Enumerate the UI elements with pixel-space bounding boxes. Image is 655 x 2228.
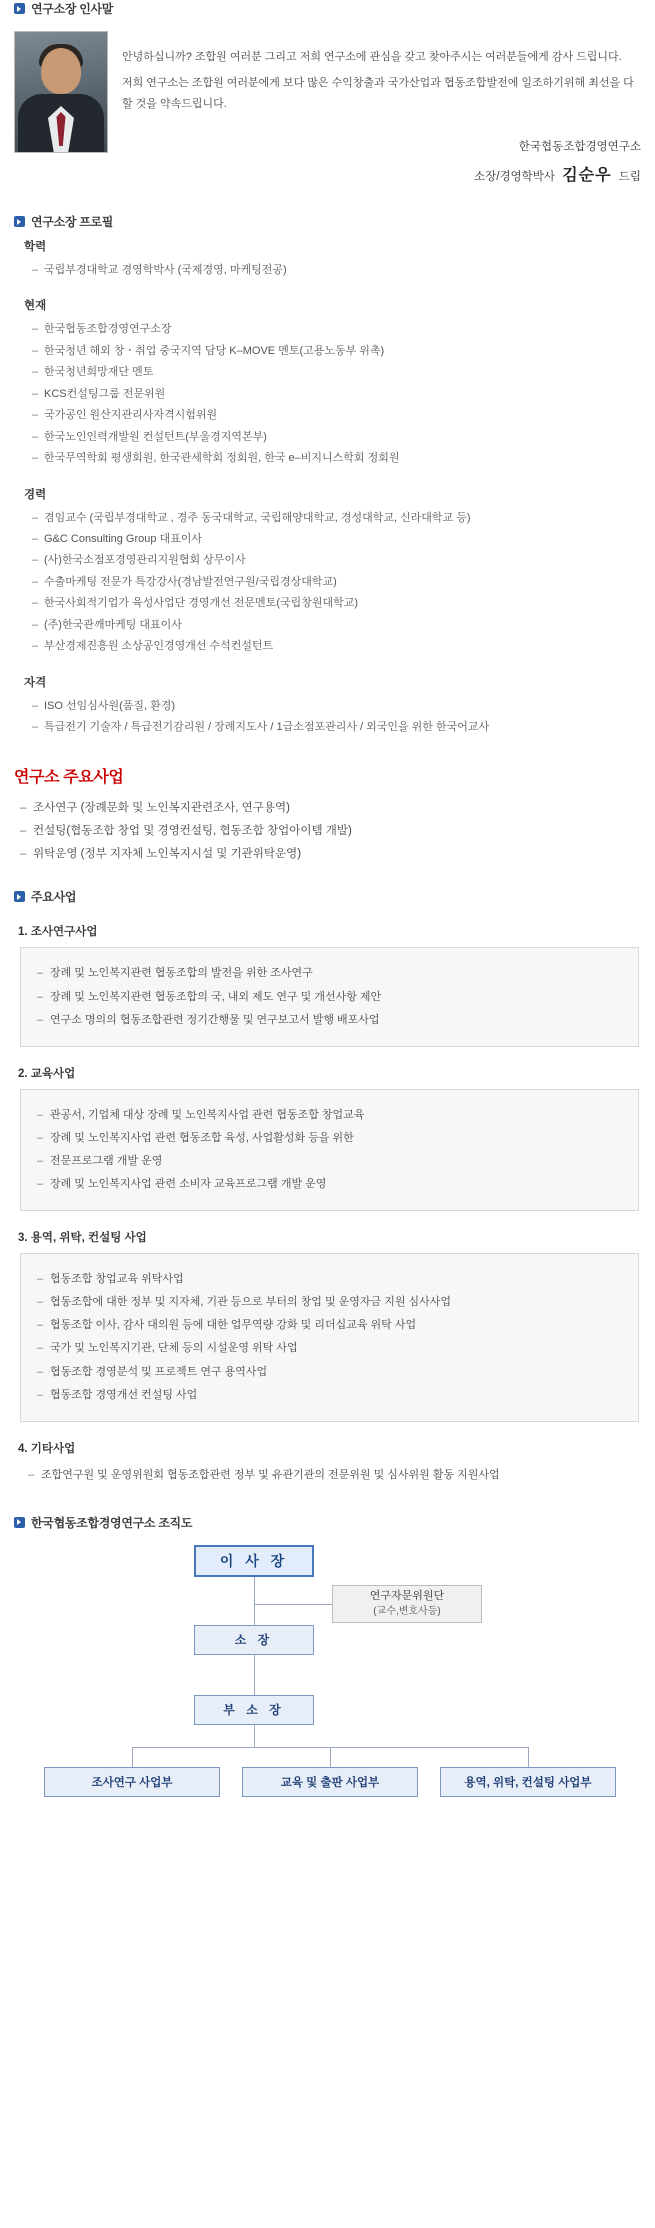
profile-group-label: 학력 [24, 241, 47, 254]
list-item: – 협동조합 창업교육 위탁사업 [37, 1268, 622, 1291]
highlight-title: 연구소 주요사업 [14, 769, 124, 787]
business-item-3 [14, 1229, 641, 1422]
business-header [14, 888, 641, 905]
org-connector [254, 1577, 255, 1625]
business-item-box [20, 1253, 639, 1422]
list-item: – (주)한국관깨마케팅 대표이사 [32, 615, 641, 636]
greeting-signature [122, 136, 641, 191]
org-node-advisory-committee [332, 1585, 482, 1623]
bullet-arrow-icon [14, 3, 25, 14]
business-item-list [37, 962, 622, 1031]
list-item: – 한국청년희망재단 멘토 [32, 362, 641, 383]
business-item-number: 2. 교육사업 [18, 1067, 76, 1080]
org-connector [254, 1604, 332, 1605]
highlight-list [14, 797, 641, 866]
business-item-4 [14, 1440, 641, 1486]
org-node-vice-director: 부 소 장 [194, 1695, 314, 1725]
list-item: – ISO 선임심사원(품질, 환경) [32, 696, 641, 717]
org-node-chairman: 이 사 장 [194, 1545, 314, 1577]
org-connector [254, 1655, 255, 1695]
bullet-arrow-icon [14, 216, 25, 227]
list-item: – 장례 및 노인복지관련 협동조합의 발전을 위한 조사연구 [37, 962, 622, 985]
profile-section [0, 213, 655, 738]
bullet-arrow-icon [14, 891, 25, 902]
org-connector [132, 1747, 133, 1767]
list-item: – 한국사회적기업가 육성사업단 경영개선 전문멘토(국립창원대학교) [32, 593, 641, 614]
business-item-box [20, 947, 639, 1046]
list-item: – 조합연구원 및 운영위원회 협동조합관련 정부 및 유관기관의 전문위원 및 심사위원 활동 지원사업 [28, 1464, 641, 1486]
list-item: – 장례 및 노인복지사업 관련 협동조합 육성, 사업활성화 등을 위한 [37, 1127, 622, 1150]
greeting-section [0, 0, 655, 191]
business-item-number: 4. 기타사업 [18, 1442, 76, 1455]
profile-item-list [24, 696, 641, 739]
greeting-header [14, 0, 641, 17]
list-item-continuation: – 전문프로그램 개발 운영 [37, 1150, 622, 1173]
director-portrait-photo [14, 31, 108, 153]
highlight-section [0, 764, 655, 866]
business-item-1 [14, 923, 641, 1046]
business-item-list [14, 1464, 641, 1486]
org-connector [330, 1747, 331, 1767]
profile-item-list [24, 319, 641, 469]
org-connector [254, 1725, 255, 1747]
greeting-title: 연구소장 인사말 [31, 2, 114, 16]
org-node-department-consulting: 용역, 위탁, 컨설팅 사업부 [440, 1767, 616, 1797]
business-section [0, 888, 655, 1485]
greeting-body [14, 25, 641, 191]
business-item-list [37, 1268, 622, 1407]
profile-group-label: 현재 [24, 300, 47, 313]
business-item-number: 3. 용역, 위탁, 컨설팅 사업 [18, 1232, 147, 1245]
business-item-2 [14, 1065, 641, 1211]
org-chart-title: 한국협동조합경영연구소 조직도 [31, 1515, 193, 1530]
profile-group-certification [24, 674, 641, 739]
org-chart-header [14, 1514, 641, 1531]
profile-item-list [24, 508, 641, 658]
list-item: – 한국노인인력개발원 컨설턴트(부울경지역본부) [32, 427, 641, 448]
list-item: – 연구소 명의의 협동조합관련 정기간행물 및 연구보고서 발행 배포사업 [37, 1009, 622, 1032]
list-item: – 국립부경대학교 경영학박사 (국제경영, 마케팅전공) [32, 260, 641, 281]
greeting-paragraph-2: 저희 연구소는 조합원 여러분에게 보다 많은 수익창출과 국가산업과 협동조합발전에 일조하기위해 최선을 다할 것을 약속드립니다. [122, 77, 634, 110]
business-title: 주요사업 [31, 890, 77, 905]
list-item: – 협동조합 경영개선 컨설팅 사업 [37, 1384, 622, 1407]
bullet-arrow-icon [14, 1517, 25, 1528]
business-item-list [37, 1104, 622, 1196]
profile-group-label: 경력 [24, 488, 47, 501]
list-item: – 국가공인 원산지관리사자격시험위원 [32, 405, 641, 426]
list-item: – 한국청년 해외 창ㆍ취업 중국지역 담당 K–MOVE 멘토(고용노동부 위촉) [32, 341, 641, 362]
list-item: – 협동조합에 대한 정부 및 지자체, 기관 등으로 부터의 창업 및 운영자금 지원 심사사업 [37, 1291, 622, 1314]
org-chart [22, 1545, 633, 1845]
list-item: – 수출마케팅 전문가 특강강사(경남발전연구원/국립경상대학교) [32, 572, 641, 593]
list-item: – 특급전기 기술자 / 특급전기감리원 / 장례지도사 / 1급소점포관리사 / 외국인을 위한 한국어교사 [32, 717, 641, 738]
list-item: – 장례 및 노인복지사업 관련 소비자 교육프로그램 개발 운영 [37, 1173, 622, 1196]
list-item: – KCS컨설팅그룹 전문위원 [32, 384, 641, 405]
list-item: – 조사연구 (장례문화 및 노인복지관련조사, 연구용역) [20, 797, 641, 820]
signature-name-line [122, 159, 641, 191]
list-item: – G&C Consulting Group 대표이사 [32, 529, 641, 550]
profile-title: 연구소장 프로필 [31, 215, 114, 230]
business-item-number: 1. 조사연구사업 [18, 926, 98, 939]
list-item: – 한국무역학회 평생회원, 한국관세학회 정회원, 한국 e–비지니스학회 정회원 [32, 448, 641, 469]
list-item: – 컨설팅(협동조합 창업 및 경영컨설팅, 협동조합 창업아이템 개발) [20, 820, 641, 843]
signature-handwritten-name: 김순우 [562, 165, 612, 185]
list-item: – (사)한국소점포경영관리지원협회 상무이사 [32, 550, 641, 571]
advisory-label-line2: (교수,변호사등) [373, 1606, 441, 1618]
org-node-director: 소 장 [194, 1625, 314, 1655]
list-item: – 협동조합 경영분석 및 프로젝트 연구 용역사업 [37, 1361, 622, 1384]
profile-item-list [24, 260, 641, 281]
profile-header [14, 213, 641, 230]
list-item: – 부산경제진흥원 소상공인경영개선 수석컨설턴트 [32, 636, 641, 657]
advisory-label-line1: 연구자문위원단 [369, 1589, 445, 1602]
list-item: – 협동조합 이사, 감사 대의원 등에 대한 업무역량 강화 및 리더십교육 위탁 사업 [37, 1314, 622, 1337]
signature-suffix: 드림 [618, 171, 641, 184]
list-item: – 위탁운영 (정부 지자체 노인복지시설 및 기관위탁운영) [20, 843, 641, 866]
profile-group-label: 자격 [24, 676, 47, 689]
greeting-text [122, 31, 641, 191]
signature-role: 소장/경영학박사 [474, 171, 555, 184]
portrait-face [41, 48, 81, 94]
profile-group-current [24, 297, 641, 469]
greeting-paragraph-1: 안녕하십니까? 조합원 여러분 그리고 저희 연구소에 관심을 갖고 찾아주시는 여러분들에게 감사 드립니다. [122, 51, 622, 63]
list-item: – 관공서, 기업체 대상 장례 및 노인복지사업 관련 협동조합 창업교육 [37, 1104, 622, 1127]
business-item-box [20, 1089, 639, 1211]
profile-group-career [24, 486, 641, 658]
list-item: – 한국협동조합경영연구소장 [32, 319, 641, 340]
org-chart-section [0, 1514, 655, 1845]
list-item: – 겸임교수 (국립부경대학교 , 경주 동국대학교, 국립해양대학교, 경성대학교, 신라대학교 등) [32, 508, 641, 529]
list-item: – 국가 및 노인복지기관, 단체 등의 시설운영 위탁 사업 [37, 1337, 622, 1360]
list-item: – 장례 및 노인복지관련 협동조합의 국, 내외 제도 연구 및 개선사항 제안 [37, 986, 622, 1009]
org-connector [528, 1747, 529, 1767]
org-node-department-education: 교육 및 출판 사업부 [242, 1767, 418, 1797]
org-node-department-research: 조사연구 사업부 [44, 1767, 220, 1797]
signature-organization: 한국협동조합경영연구소 [518, 141, 641, 154]
profile-group-education [24, 238, 641, 281]
